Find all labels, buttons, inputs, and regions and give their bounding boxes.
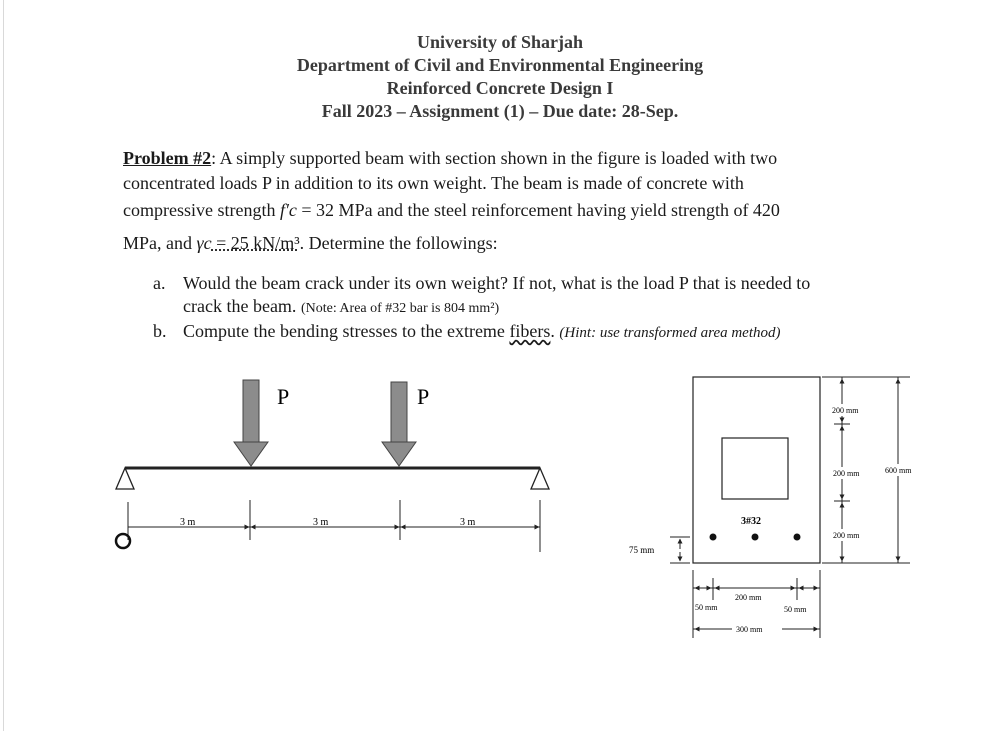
fc-symbol: f′c: [279, 200, 297, 220]
dim-left-50: 50 mm: [695, 603, 718, 612]
dim-width-300: 300 mm: [736, 625, 763, 634]
load-arrow-left: [234, 380, 268, 466]
load-label-right: P: [417, 384, 430, 409]
rebar-label: 3#32: [741, 516, 761, 527]
span-label-3: 3 m: [460, 517, 476, 528]
dim-mid-200: 200 mm: [833, 469, 860, 478]
span-label-1: 3 m: [180, 517, 196, 528]
cover-dimension: [670, 537, 690, 563]
problem-text-4c: . Determine the followings:: [299, 233, 498, 253]
question-b-text: Compute the bending stresses to the extreme: [183, 321, 510, 341]
university-name: University of Sharjah: [417, 32, 583, 52]
rebar-2: [752, 534, 759, 541]
question-b-period: .: [550, 321, 560, 341]
question-a-text-1: Would the beam crack under its own weight? If not, what is the load P that is needed to: [183, 273, 811, 293]
dim-bottom-200: 200 mm: [833, 531, 860, 540]
section-void: [722, 438, 788, 499]
load-arrow-right: [382, 382, 416, 466]
dim-bars-200: 200 mm: [735, 593, 762, 602]
support-right: [531, 468, 549, 489]
span-label-2: 3 m: [313, 517, 329, 528]
problem-text-3a: compressive strength: [123, 200, 280, 220]
department-name: Department of Civil and Environmental Engineering: [296, 55, 704, 75]
question-b-fibers: fibers: [509, 321, 551, 341]
support-left: [116, 468, 134, 489]
problem-text-4a: MPa, and: [123, 233, 197, 253]
question-a-text-2: crack the beam.: [183, 296, 301, 316]
problem-text-3b: = 32 MPa and the steel reinforcement having yield strength of 420: [296, 200, 780, 220]
load-label-left: P: [277, 384, 290, 409]
rebar-1: [710, 534, 717, 541]
question-a-marker: a.: [153, 273, 166, 293]
dim-right-50: 50 mm: [784, 605, 807, 614]
dim-top-200: 200 mm: [832, 406, 859, 415]
rebar-3: [794, 534, 801, 541]
origin-marker: [116, 534, 130, 548]
dim-cover-75: 75 mm: [629, 545, 655, 555]
assignment-info: Fall 2023 – Assignment (1) – Due date: 28-Sep.: [321, 101, 679, 121]
unit-weight: = 25 kN/m³: [211, 233, 300, 253]
question-b-hint: (Hint: use transformed area method): [559, 325, 781, 341]
problem-label: Problem #2: [123, 148, 212, 168]
problem-text-2: concentrated loads P in addition to its own weight. The beam is made of concrete with: [123, 173, 744, 193]
course-name: Reinforced Concrete Design I: [386, 78, 614, 98]
gamma-symbol: γc: [196, 233, 212, 253]
question-b-marker: b.: [153, 321, 167, 341]
dim-total-600: 600 mm: [885, 466, 912, 475]
question-a-note: (Note: Area of #32 bar is 804 mm²): [300, 301, 500, 316]
problem-text-1: : A simply supported beam with section shown in the figure is loaded with two: [211, 148, 778, 168]
